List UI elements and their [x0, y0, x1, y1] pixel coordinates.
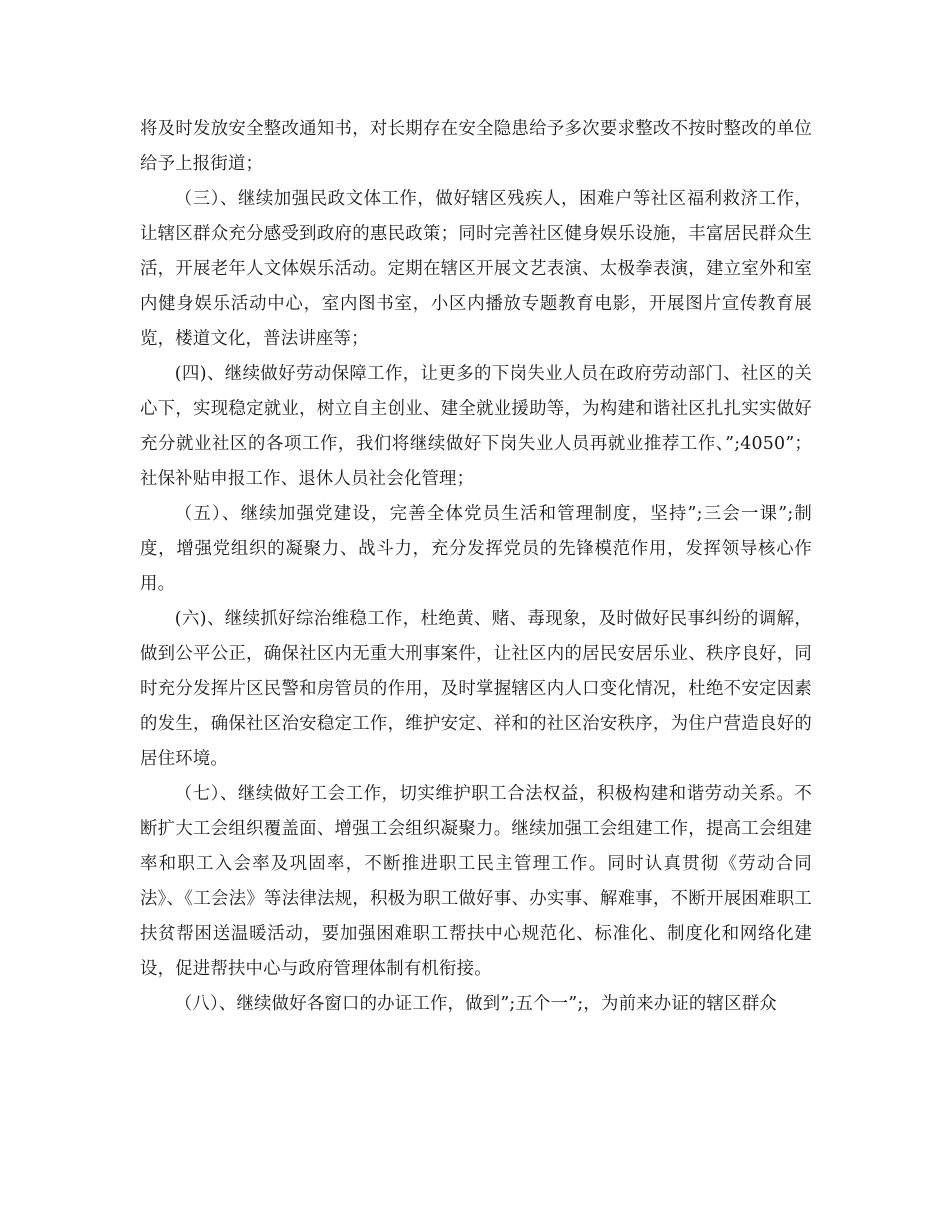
- paragraph-civil-affairs: （三）、继续加强民政文体工作，做好辖区残疾人，困难户等社区福利救济工作，让辖区群众充分感受到政府的惠民政策；同时完善社区健身娱乐设施，丰富居民群众生活，开展老年人文体娱乐活动。定期在辖区开展文艺表演、太极拳表演，建立室外和室内健身娱乐活动中心，室内图书室，小区内播放专题教育电影，开展图片宣传教育展览，楼道文化，普法讲座等；: [140, 189, 812, 349]
- paragraph-labor-security: (四)、继续做好劳动保障工作，让更多的下岗失业人员在政府劳动部门、社区的关心下，实现稳定就业，树立自主创业、建全就业援助等，为构建和谐社区扎扎实实做好充分就业社区的各项工作，我们将继续做好下岗失业人员再就业推荐工作、”;4050”；社保补贴申报工作、退休人员社会化管理；: [140, 364, 812, 489]
- document-page: [140, 112, 812, 1022]
- paragraph-party-building: （五）、继续加强党建设，完善全体党员生活和管理制度，坚持”;三会一课”;制度，增强党组织的凝聚力、战斗力，充分发挥党员的先锋模范作用，发挥领导核心作用。: [140, 504, 812, 594]
- paragraph-continuation: 将及时发放安全整改通知书，对长期存在安全隐患给予多次要求整改不按时整改的单位给予上报街道；: [140, 119, 812, 174]
- paragraph-trade-union: （七）、继续做好工会工作，切实维护职工合法权益，积极构建和谐劳动关系。不断扩大工会组织覆盖面、增强工会组织凝聚力。继续加强工会组建工作，提高工会组建率和职工入会率及巩固率，不断推进职工民主管理工作。同时认真贯彻《劳动合同法》、《工会法》等法律法规，积极为职工做好事、办实事、解难事，不断开展困难职工扶贫帮困送温暖活动，要加强困难职工帮扶中心规范化、标准化、制度化和网络化建设，促进帮扶中心与政府管理体制有机衔接。: [140, 784, 812, 979]
- paragraph-stability: (六)、继续抓好综治维稳工作，杜绝黄、赌、毒现象，及时做好民事纠纷的调解，做到公平公正，确保社区内无重大刑事案件，让社区内的居民安居乐业、秩序良好，同时充分发挥片区民警和房管员的作用，及时掌握辖区内人口变化情况，杜绝不安定因素的发生，确保社区治安稳定工作，维护安定、祥和的社区治安秩序，为住户营造良好的居住环境。: [140, 609, 812, 769]
- paragraph-service-window: （八）、继续做好各窗口的办证工作，做到”;五个一”;，为前来办证的辖区群众: [174, 994, 777, 1014]
